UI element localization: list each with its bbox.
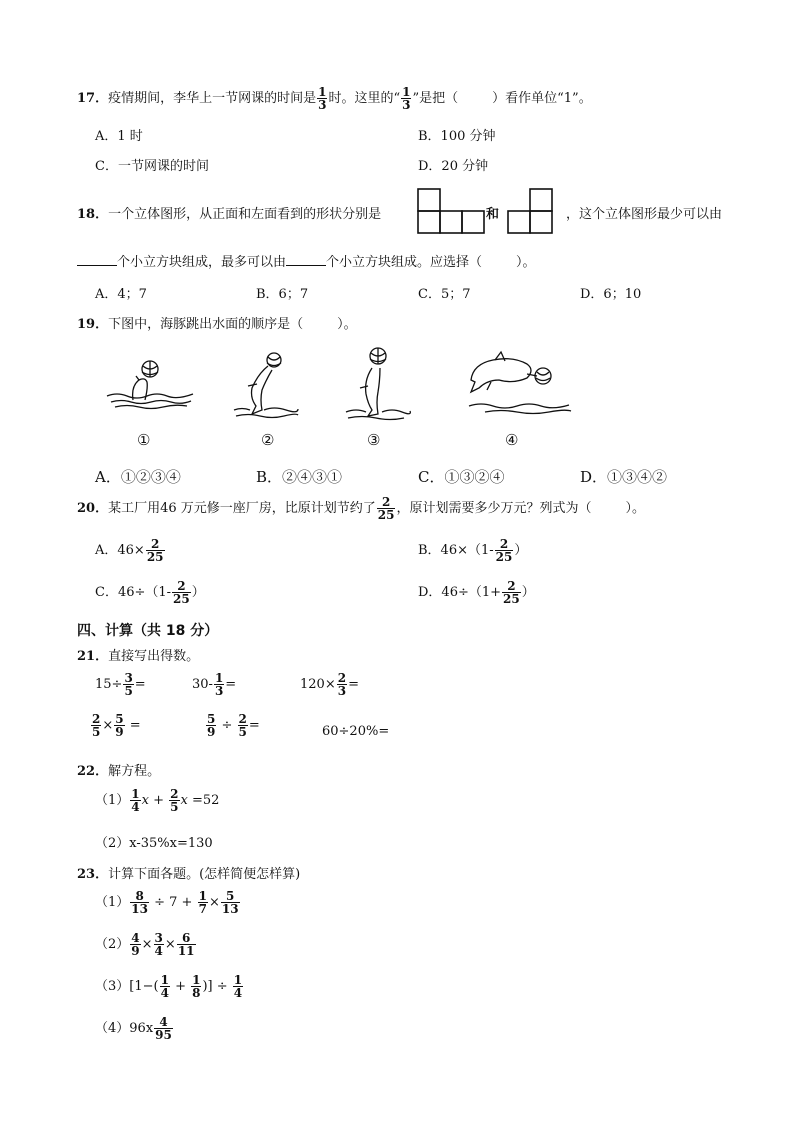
option-d[interactable] (418, 580, 535, 605)
fraction (91, 713, 101, 738)
numerator: 5 (207, 712, 216, 726)
numerator: 6 (181, 931, 191, 945)
q17-text: 时。这里的“ (328, 91, 401, 106)
denominator: 4 (233, 986, 243, 1000)
answer-blank[interactable] (286, 253, 326, 266)
q18-text: 一个立体图形，从正面和左面看到的形状分别是 (108, 207, 382, 222)
expr-text: + (148, 793, 169, 808)
expr-text: × (208, 895, 220, 910)
numerator: 1 (192, 973, 201, 987)
expr-text: × (164, 937, 176, 952)
q21-stem (77, 645, 199, 664)
calc-item-4 (90, 713, 141, 738)
numerator: 2 (238, 712, 247, 726)
question-number: 21． (77, 649, 109, 664)
expr-text: ÷ 7 + (149, 895, 197, 910)
numerator: 2 (381, 495, 391, 509)
expr-text: = (248, 718, 260, 733)
expr-text: × (141, 937, 153, 952)
left-view-figure (507, 188, 553, 234)
denominator: 5 (238, 725, 247, 739)
option-b[interactable]: B．6；7 (256, 287, 309, 302)
denominator: 11 (177, 944, 195, 958)
option-text: A．46× (95, 543, 145, 558)
numerator: 1 (214, 671, 224, 685)
numerator: 2 (92, 712, 101, 726)
calc-item-3 (300, 672, 359, 697)
option-text: ） (514, 543, 528, 558)
question-number: 22． (77, 764, 109, 779)
answer-blank[interactable] (77, 253, 117, 266)
item-number: （1） (95, 793, 130, 808)
question-number: 17． (77, 91, 109, 106)
expr-text: + (170, 979, 191, 994)
denominator: 7 (198, 902, 207, 916)
q17-text: 疫情期间，李华上一节网课的时间是 (108, 91, 317, 106)
option-text: B．46×（1- (418, 543, 494, 558)
denominator: 3 (337, 684, 347, 698)
option-a[interactable]: A．①②③④ (95, 468, 181, 486)
q18-text: 个小立方块组成。应选择（ (326, 255, 483, 270)
fraction (114, 713, 124, 738)
option-text: D．46÷（1+ (418, 585, 502, 600)
denominator: 13 (131, 902, 148, 916)
numerator: 2 (507, 579, 516, 593)
q18-stem-line1 (77, 203, 381, 222)
item-number: （3） (95, 979, 130, 994)
q22-text: 解方程。 (108, 764, 161, 779)
denominator: 5 (170, 800, 179, 814)
denominator: 4 (154, 944, 163, 958)
fraction (154, 1016, 173, 1041)
option-text: C．46÷（1- (95, 585, 172, 600)
option-c[interactable] (95, 580, 205, 605)
fraction (238, 713, 248, 738)
expr-text: = (125, 718, 141, 733)
numerator: 8 (135, 889, 144, 903)
and-label: 和 (486, 207, 500, 222)
fraction (502, 580, 521, 605)
numerator: 2 (177, 579, 186, 593)
expr-text: 120× (300, 677, 336, 692)
option-text: ） (521, 585, 535, 600)
section-heading: 四、计算（共 18 分） (77, 623, 219, 639)
q18-text: 个小立方块组成，最多可以由 (117, 255, 287, 270)
numerator: 1 (160, 973, 169, 987)
q23-text: 计算下面各题。(怎样简便怎样算) (108, 867, 301, 882)
option-c[interactable]: C．①③②④ (418, 468, 505, 486)
option-b[interactable]: B．②④③① (256, 468, 343, 486)
denominator: 95 (155, 1028, 172, 1042)
denominator: 4 (160, 986, 169, 1000)
picture-label-2: ② (261, 431, 275, 449)
fraction (169, 788, 179, 813)
numerator: 1 (131, 787, 140, 801)
denominator: 4 (131, 800, 140, 814)
option-d[interactable]: D．6；10 (580, 287, 642, 302)
q22-stem (77, 760, 160, 779)
denominator: 3 (214, 684, 224, 698)
expr-text: ÷ (217, 718, 237, 733)
calc-item-5 (205, 713, 260, 738)
expr-text: )] ÷ (202, 979, 232, 994)
numerator: 3 (154, 931, 163, 945)
calc-item-2 (192, 672, 236, 697)
denominator: 8 (192, 986, 201, 1000)
q18-stem-line2 (77, 251, 536, 270)
denominator: 13 (221, 902, 239, 916)
question-number: 23． (77, 867, 109, 882)
fraction (206, 713, 216, 738)
denominator: 9 (131, 944, 140, 958)
fraction (377, 496, 396, 521)
item-number: （4）96x (95, 1021, 154, 1036)
expr-text: [1−( (129, 979, 159, 994)
option-c[interactable]: C．5；7 (418, 287, 471, 302)
option-d[interactable]: D．20 分钟 (418, 159, 489, 174)
numerator: 1 (318, 85, 327, 99)
q17-stem (77, 86, 592, 111)
fraction (130, 932, 140, 957)
numerator: 5 (115, 712, 124, 726)
front-view-figure (417, 188, 485, 234)
fraction (401, 86, 411, 111)
picture-label-4: ④ (505, 431, 519, 449)
numerator: 2 (170, 787, 179, 801)
numerator: 2 (499, 537, 509, 551)
denominator: 5 (92, 725, 101, 739)
numerator: 2 (151, 537, 160, 551)
dolphin-picture-4 (465, 350, 575, 418)
numerator: 4 (131, 931, 140, 945)
denominator: 9 (207, 725, 216, 739)
denominator: 25 (495, 550, 513, 564)
denominator: 25 (146, 550, 164, 564)
q21-text: 直接写出得数。 (108, 649, 200, 664)
expr-text: = (348, 677, 359, 692)
fraction (233, 974, 243, 999)
denominator: 25 (503, 592, 520, 606)
q19-stem (77, 313, 357, 332)
numerator: 5 (226, 889, 235, 903)
item-number: （2） (95, 937, 130, 952)
calc-item-1 (95, 672, 146, 697)
q20-text: ）。 (625, 501, 646, 516)
fraction (146, 538, 165, 563)
fraction (191, 974, 201, 999)
fraction (214, 672, 224, 697)
option-a[interactable] (95, 538, 166, 563)
numerator: 1 (402, 85, 411, 99)
picture-label-3: ③ (367, 431, 381, 449)
calc-problem-2 (95, 932, 197, 957)
fraction (221, 890, 240, 915)
expr-text: 30- (192, 677, 213, 692)
q20-text: ，原计划需要多少万元？列式为（ (396, 501, 592, 516)
fraction (495, 538, 514, 563)
option-c[interactable]: C．一节网课的时间 (95, 159, 209, 174)
option-a[interactable]: A．1 时 (95, 129, 143, 144)
numerator: 3 (124, 671, 133, 685)
numerator: 1 (198, 889, 207, 903)
q18-text: ，这个立体图形最少可以由 (566, 207, 723, 222)
denominator: 9 (115, 725, 124, 739)
calc-problem-4 (95, 1016, 174, 1041)
equation-2: （2）x-35%x=130 (95, 836, 213, 851)
fraction (317, 86, 327, 111)
calc-item-6: 60÷20%= (322, 724, 390, 739)
fraction (130, 890, 149, 915)
equation-1 (95, 788, 219, 813)
calc-problem-1 (95, 890, 241, 915)
option-b[interactable] (418, 538, 527, 563)
question-number: 20． (77, 501, 109, 516)
calc-problem-3 (95, 974, 244, 999)
fraction (177, 932, 196, 957)
question-number: 18． (77, 207, 109, 222)
denominator: 25 (377, 508, 395, 522)
denominator: 3 (402, 98, 411, 112)
variable: x (141, 793, 149, 808)
item-number: （1） (95, 895, 130, 910)
fraction (160, 974, 170, 999)
q20-stem (77, 496, 645, 521)
variable: x (180, 793, 188, 808)
q17-text: ）看作单位“1”。 (492, 91, 592, 106)
expr-text: = (134, 677, 146, 692)
q23-stem (77, 863, 300, 882)
dolphin-picture-3 (342, 342, 412, 422)
fraction (154, 932, 164, 957)
q19-text: ）。 (337, 317, 357, 332)
option-a[interactable]: A．4；7 (95, 287, 147, 302)
expr-text: = (225, 677, 237, 692)
option-b[interactable]: B．100 分钟 (418, 129, 496, 144)
fraction (337, 672, 347, 697)
fraction (130, 788, 140, 813)
q18-text: ）。 (516, 255, 536, 270)
fraction (123, 672, 133, 697)
expr-text: =52 (187, 793, 220, 808)
q19-text: 下图中，海豚跳出水面的顺序是（ (108, 317, 304, 332)
numerator: 1 (233, 973, 243, 987)
expr-text: 15÷ (95, 677, 123, 692)
denominator: 3 (318, 98, 327, 112)
numerator: 2 (337, 671, 347, 685)
expr-text: × (102, 718, 114, 733)
denominator: 25 (173, 592, 190, 606)
q20-text: 某工厂用46 万元修一座厂房，比原计划节约了 (108, 501, 376, 516)
numerator: 4 (159, 1015, 168, 1029)
q17-text: ”是把（ (412, 91, 459, 106)
question-number: 19． (77, 317, 109, 332)
picture-label-1: ① (137, 431, 151, 449)
dolphin-picture-1 (105, 344, 195, 416)
denominator: 5 (124, 684, 133, 698)
fraction (198, 890, 208, 915)
dolphin-picture-2 (230, 344, 300, 420)
fraction (172, 580, 191, 605)
option-text: ） (191, 585, 205, 600)
option-d[interactable]: D．①③④② (580, 468, 668, 486)
